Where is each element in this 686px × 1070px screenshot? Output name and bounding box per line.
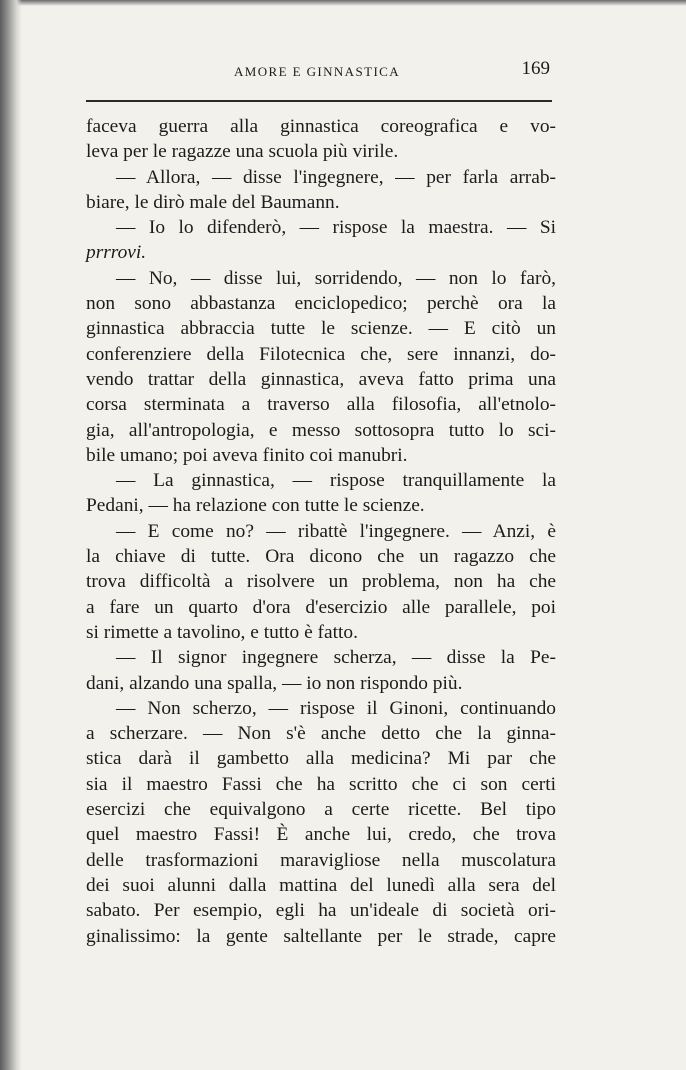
text-line: gia, all'antropologia, e messo sottosopra tutto lo sci- [86,419,556,441]
text-line: dani, alzando una spalla, — io non rispondo più. [86,672,463,694]
text-line: delle trasformazioni maravigliose nella muscolatura [86,849,556,871]
text-line: conferenziere della Filotecnica che, sere innanzi, do- [86,343,556,365]
binding-shadow [0,0,22,1070]
text-line: — No, — disse lui, sorridendo, — non lo farò, [116,267,556,289]
text-line: la chiave di tutte. Ora dicono che un ragazzo che [86,546,556,568]
text-line: corsa sterminata a traverso alla filosofia, all'etnolo- [86,394,556,416]
text-line: dei suoi alunni dalla mattina del lunedì alla sera del [86,874,556,896]
text-line: biare, le dirò male del Baumann. [86,191,340,213]
text-line: — Io lo difenderò, — rispose la maestra. — Si [116,217,556,239]
text-line: quel maestro Fassi! È anche lui, credo, che trova [86,824,556,846]
text-line: Pedani, — ha relazione con tutte le scienze. [86,495,425,517]
text-line: — Non scherzo, — rispose il Ginoni, continuando [116,697,556,719]
text-line: non sono abbastanza enciclopedico; perchè ora la [86,293,556,315]
text-line: ginalissimo: la gente saltellante per le strade, capre [86,925,556,947]
text-line: a fare un quarto d'ora d'esercizio alle parallele, poi [86,596,556,618]
text-line: esercizi che equivalgono a certe ricette. Bel tipo [86,799,556,821]
text-line: — Allora, — disse l'ingegnere, — per farla arrab- [116,166,556,188]
running-title: AMORE E GINNASTICA [234,64,401,79]
text-line [86,240,556,265]
text-line: faceva guerra alla ginnastica coreografica e vo- [86,116,556,137]
text-line: si rimette a tavolino, e tutto è fatto. [86,621,358,643]
header-rule [86,100,552,102]
body-text [86,114,556,949]
text-line: sia il maestro Fassi che ha scritto che ci son certi [86,773,556,795]
text-line: stica darà il gambetto alla medicina? Mi par che [86,748,556,770]
text-line: sabato. Per esempio, egli ha un'ideale di società ori- [86,900,556,922]
page-number: 169 [521,58,550,79]
text-line: — La ginnastica, — rispose tranquillamente la [116,470,556,492]
text-line: a scherzare. — Non s'è anche detto che la ginna- [86,723,556,745]
page-header [86,58,556,86]
text-line: leva per le ragazze una scuola più virile. [86,141,399,163]
text-line: vendo trattar della ginnastica, aveva fatto prima una [86,368,556,390]
text-line: — E come no? — ribattè l'ingegnere. — Anzi, è [116,520,556,542]
text-line: — Il signor ingegnere scherza, — disse la Pe- [116,647,556,669]
text-line: ginnastica abbraccia tutte le scienze. — E citò un [86,318,556,340]
italic-word: prrrovi. [86,242,147,264]
text-line: trova difficoltà a risolvere un problema, non ha che [86,571,556,593]
page-top-edge [0,0,686,6]
text-line: bile umano; poi aveva finito coi manubri. [86,444,408,466]
